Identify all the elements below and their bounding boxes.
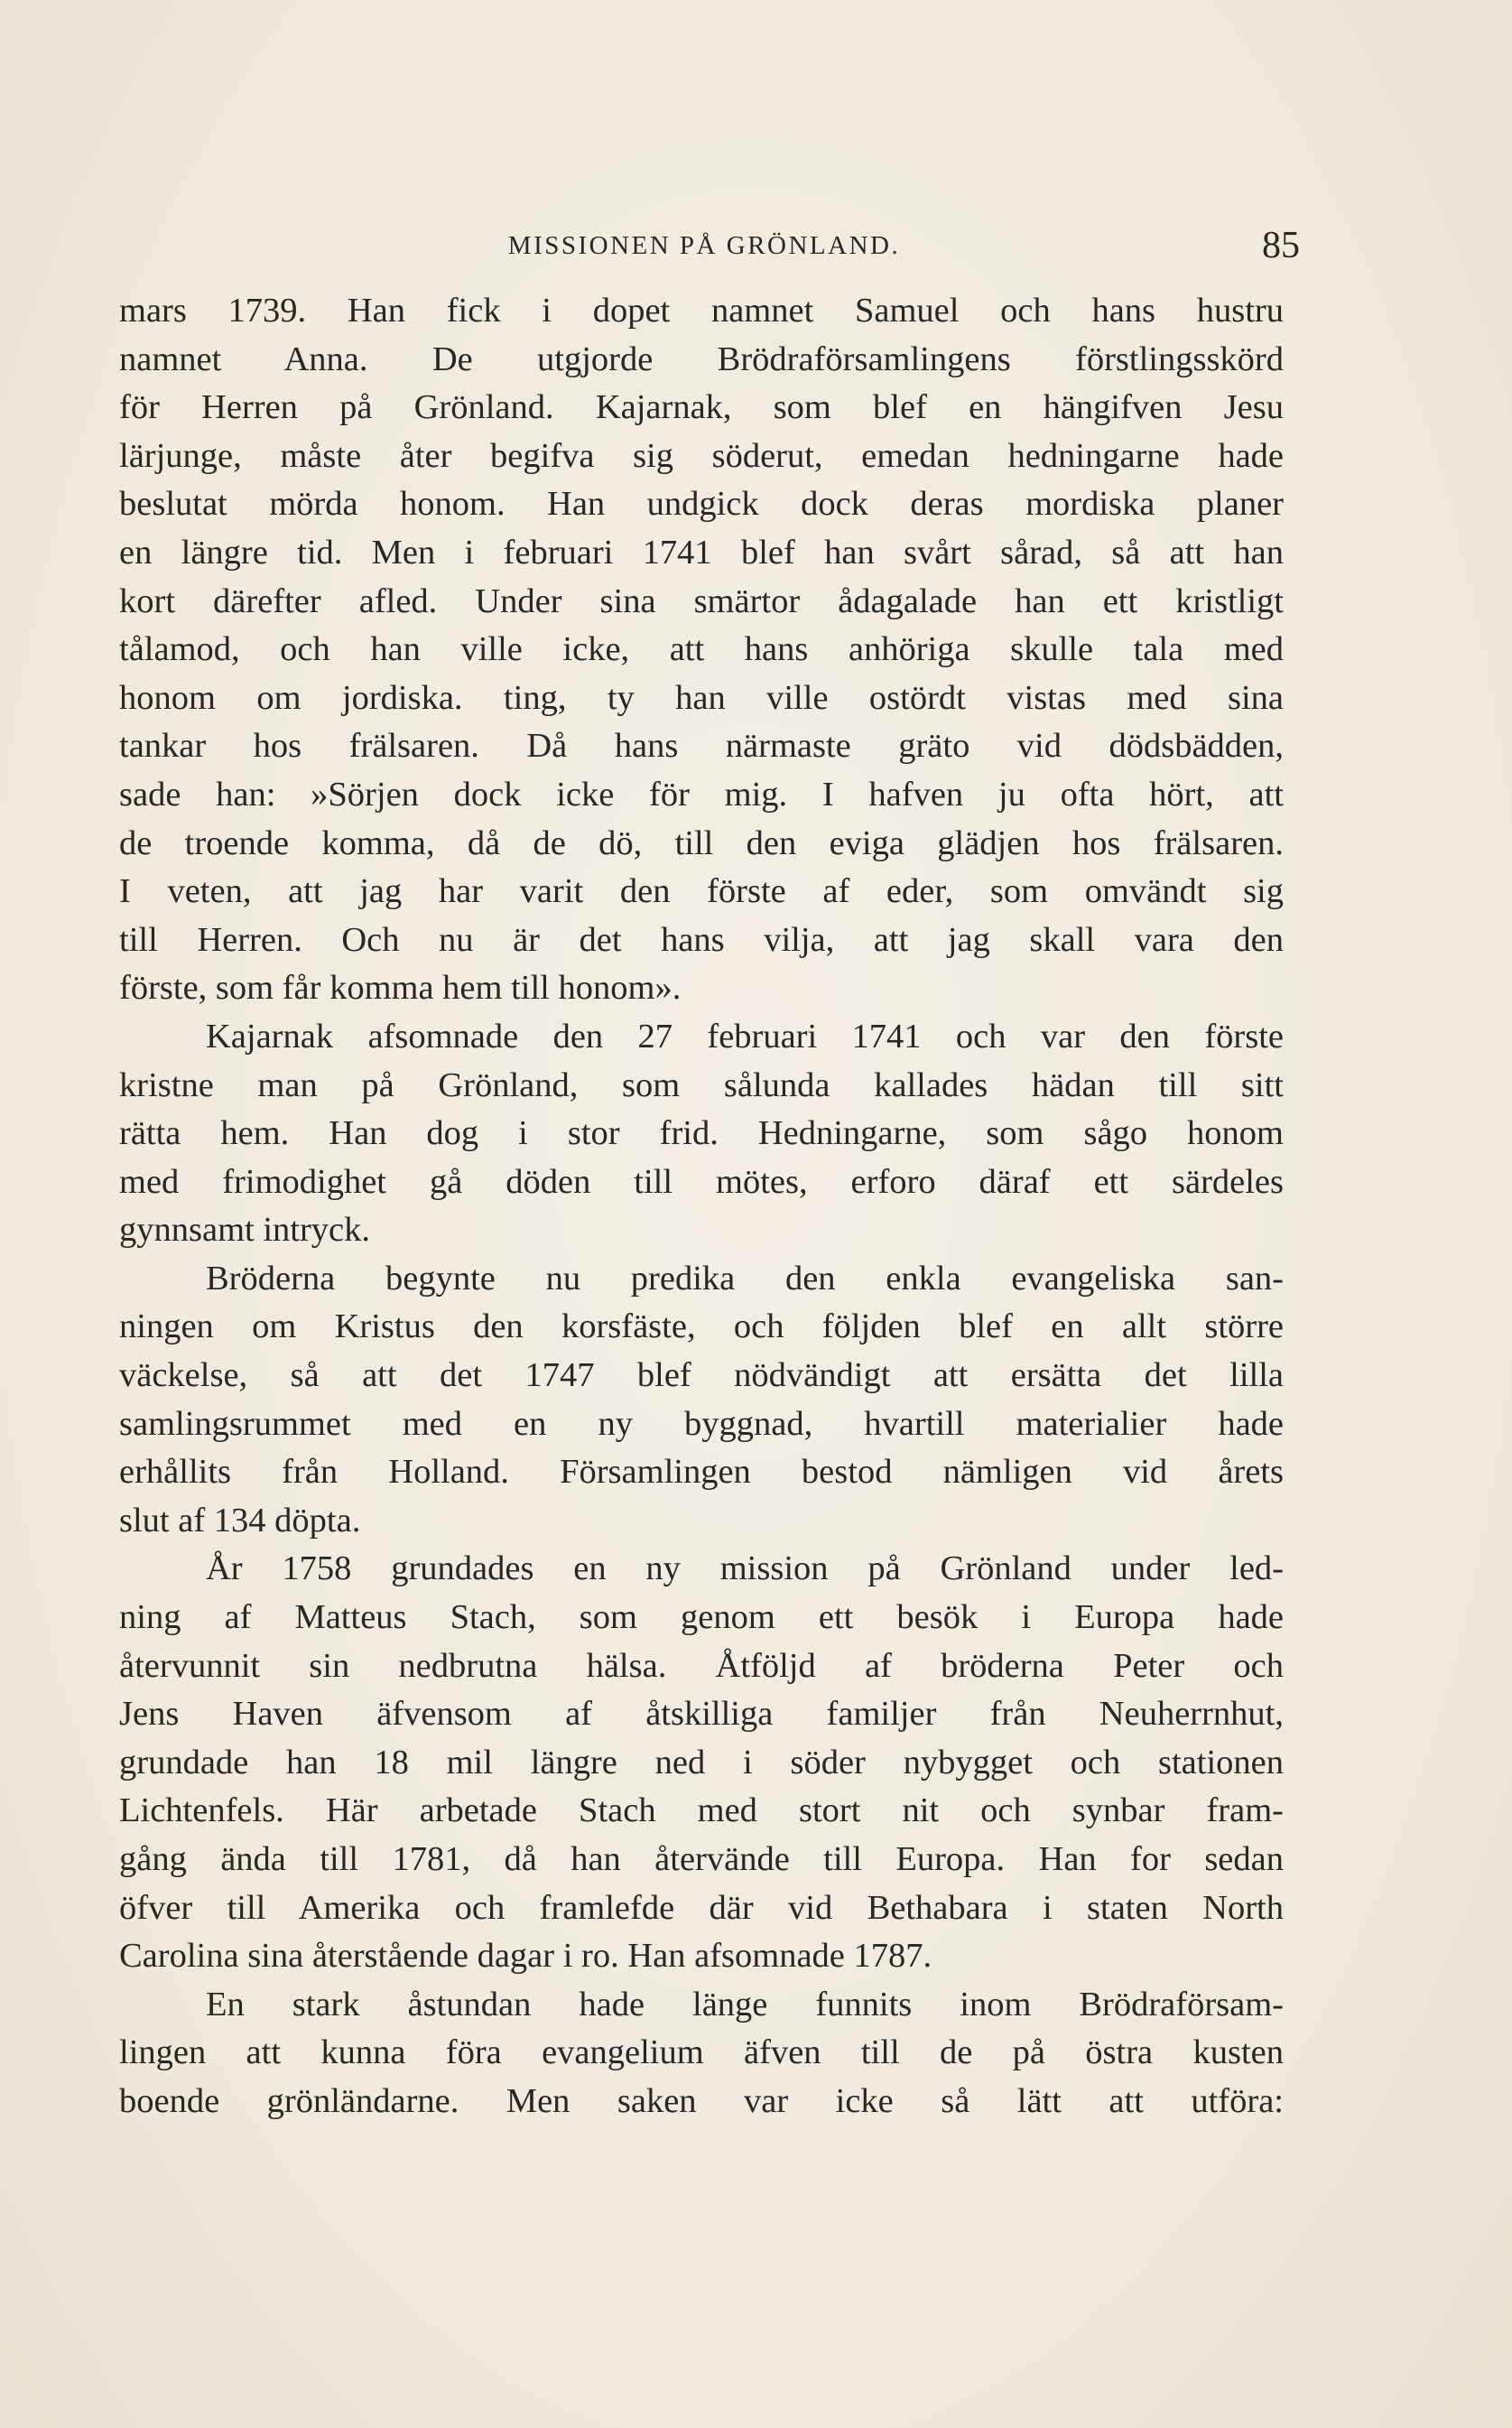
text-line: honom om jordiska. ting, ty han ville ostördt vistas med sina — [119, 678, 1284, 717]
text-line: gång ända till 1781, då han återvände till Europa. Han for sedan — [119, 1840, 1284, 1878]
text-line: samlingsrummet med en ny byggnad, hvartill materialier hade — [119, 1404, 1284, 1443]
text-line: väckelse, så att det 1747 blef nödvändigt att ersätta det lilla — [119, 1356, 1284, 1395]
running-title: MISSIONEN PÅ GRÖNLAND. — [507, 231, 901, 260]
text-line: Lichtenfels. Här arbetade Stach med stort nit och synbar fram- — [119, 1791, 1284, 1830]
text-line: rätta hem. Han dog i stor frid. Hedningarne, som sågo honom — [119, 1114, 1284, 1153]
body-text — [119, 287, 1284, 2126]
text-line: En stark åstundan hade länge funnits inom Brödraförsam- — [206, 1985, 1284, 2023]
text-line: mars 1739. Han fick i dopet namnet Samuel och hans hustru — [119, 292, 1284, 330]
page-number: 85 — [1262, 225, 1300, 266]
text-line: ningen om Kristus den korsfäste, och följden blef en allt större — [119, 1307, 1284, 1346]
text-line: beslutat mörda honom. Han undgick dock deras mordiska planer — [119, 485, 1284, 524]
text-line: ning af Matteus Stach, som genom ett besök i Europa hade — [119, 1598, 1284, 1637]
text-line: gynnsamt intryck. — [119, 1211, 371, 1250]
text-line: boende grönländarne. Men saken var icke så lätt att utföra: — [119, 2081, 1284, 2120]
text-line: lingen att kunna föra evangelium äfven till de på östra kusten — [119, 2033, 1284, 2072]
text-line: namnet Anna. De utgjorde Brödraförsamlingens förstlingsskörd — [119, 340, 1284, 378]
text-line: erhållits från Holland. Församlingen bestod nämligen vid årets — [119, 1453, 1284, 1492]
text-line: grundade han 18 mil längre ned i söder nybygget och stationen — [119, 1743, 1284, 1781]
text-line: sade han: »Sörjen dock icke för mig. I hafven ju ofta hört, att — [119, 775, 1284, 814]
running-head — [117, 224, 1300, 278]
text-line: tankar hos frälsaren. Då hans närmaste gräto vid dödsbädden, — [119, 727, 1284, 766]
text-line: med frimodighet gå döden till mötes, erforo däraf ett särdeles — [119, 1162, 1284, 1201]
text-line: Kajarnak afsomnade den 27 februari 1741 och var den förste — [206, 1017, 1284, 1056]
text-line: de troende komma, då de dö, till den eviga glädjen hos frälsaren. — [119, 823, 1284, 862]
text-line: Bröderna begynte nu predika den enkla evangeliska san- — [206, 1259, 1284, 1298]
text-line: återvunnit sin nedbrutna hälsa. Åtföljd af bröderna Peter och — [119, 1646, 1284, 1685]
text-line: Carolina sina återstående dagar i ro. Han afsomnade 1787. — [119, 1937, 932, 1976]
text-line: kort därefter afled. Under sina smärtor ådagalade han ett kristligt — [119, 581, 1284, 620]
text-line: År 1758 grundades en ny mission på Grönland under led- — [206, 1549, 1284, 1588]
text-line: förste, som får komma hem till honom». — [119, 969, 682, 1008]
text-line: lärjunge, måste åter begifva sig söderut, emedan hedningarne hade — [119, 436, 1284, 475]
text-line: till Herren. Och nu är det hans vilja, att jag skall vara den — [119, 920, 1284, 959]
text-line: en längre tid. Men i februari 1741 blef han svårt sårad, så att han — [119, 533, 1284, 572]
text-line: slut af 134 döpta. — [119, 1501, 361, 1540]
text-line: för Herren på Grönland. Kajarnak, som blef en hängifven Jesu — [119, 388, 1284, 427]
text-line: I veten, att jag har varit den förste af eder, som omvändt sig — [119, 872, 1284, 911]
text-line: Jens Haven äfvensom af åtskilliga familjer från Neuherrnhut, — [119, 1695, 1284, 1734]
text-line: öfver till Amerika och framlefde där vid Bethabara i staten North — [119, 1888, 1284, 1927]
text-line: tålamod, och han ville icke, att hans anhöriga skulle tala med — [119, 630, 1284, 669]
text-line: kristne man på Grönland, som sålunda kallades hädan till sitt — [119, 1065, 1284, 1104]
